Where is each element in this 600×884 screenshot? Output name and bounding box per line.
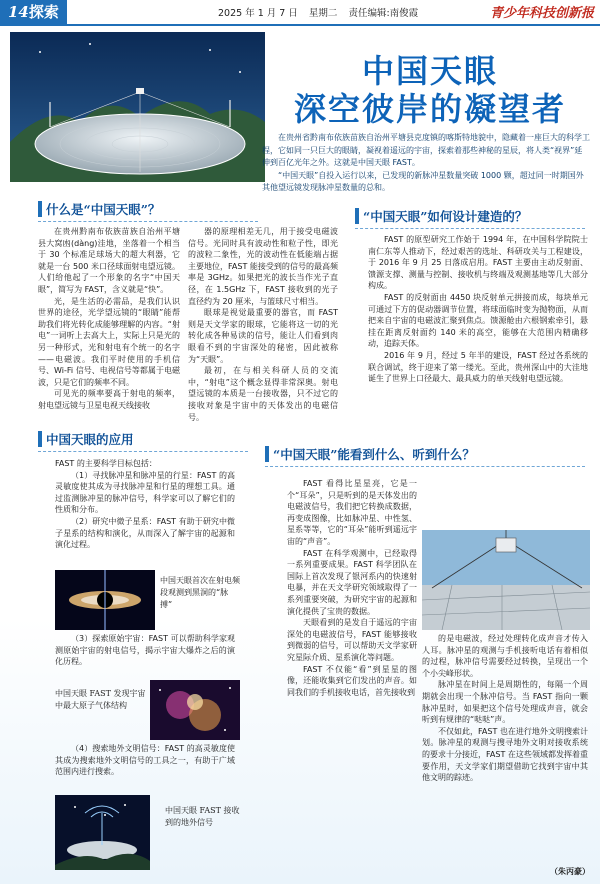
column-apps-3 xyxy=(55,743,235,789)
paragraph: FAST 的主要科学目标包括： xyxy=(55,459,157,468)
paragraph: 不仅如此，FAST 也在进行地外文明搜索计划。脉冲星的观测与搜寻地外文明对接收系统的要求十分接近，FAST 在这些领域都发挥着重要作用，天文学家们期望借助它找到宇宙中其他文明的踪迹。 xyxy=(422,726,588,783)
paragraph: FAST 不仅能“看”到星星的图像，还能收集到它们发出的声音。如同我们的手机接收电话，首先接收到 xyxy=(287,664,417,697)
article-headline xyxy=(270,52,590,128)
column-what-a xyxy=(38,226,180,416)
section-title-see: “中国天眼”能看到什么、听到什么？ xyxy=(273,447,475,462)
paragraph: 在贵州黔南布依族苗族自治州平塘县大窝凼(dàng)洼地，坐落着一个相当于 30 个标准足球场大的超大利器，它就是一台 500 米口径球面射电望远镜。人们给他起了一个形象的名字“中国天眼”，简写为 FAST，含义就是“快”。 xyxy=(38,227,180,294)
paragraph: 最初，在与相关科研人员的交流中，“射电”这个概念显得非常深奥。射电望远镜的本质是一台接收器，只不过它的接收对象是宇宙中的天体发出的电磁信号。 xyxy=(188,366,338,422)
column-see-a xyxy=(287,478,417,858)
caption-fig3: 中国天眼 FAST 接收到的地外信号 xyxy=(165,806,240,827)
page-header xyxy=(0,0,600,26)
section-title-how: “中国天眼”如何设计建造的？ xyxy=(363,209,528,224)
paragraph: 光，是生活的必需品，是我们认识世界的途径，光学望远镜的“眼睛”能帮助我们将光转化成能够理解的内容。“射电”一词听上去高大上，实际上只是光的另一种形式，光和射电有个统一的名字——电磁波。我们平时使用的手机信号、Wi-Fi 信号、电视信号等都属于电磁波，只是它们的频率不同。 xyxy=(38,296,180,387)
section-header-how xyxy=(355,207,527,225)
author-credit: （朱丙豪） xyxy=(550,867,590,876)
paragraph: 2016 年 9 月，经过 5 年半的建设，FAST 经过各系统的联合调试，终于迎来了第一缕光。至此，贵州深山中的大洼地诞生了世界上口径最大、最具威力的单天线射电望远镜。 xyxy=(368,350,588,384)
paragraph: FAST 看得比星星亮，它是一个“耳朵”，只是听到的是天体发出的电磁波信号，我们把它转换成数据，再变成图像，比如脉冲星、中性氢、星系等等，它的“耳朵”能听到遥远宇宙的“声音”。 xyxy=(287,479,417,546)
section-divider xyxy=(265,466,585,467)
section-bar xyxy=(38,201,42,217)
fast-telescope-photo xyxy=(10,32,265,182)
section-divider xyxy=(38,451,248,452)
page-number: 14 xyxy=(8,3,29,21)
receiver-cabin-photo xyxy=(422,530,590,630)
paragraph: （4）搜索地外文明信号：FAST 的高灵敏度使其成为搜索地外文明信号的工具之一，有助于广域范围内进行搜索。 xyxy=(55,744,235,777)
section-name: 探索 xyxy=(28,3,59,21)
black-hole-image xyxy=(55,570,155,630)
column-how xyxy=(368,234,588,424)
intro-paragraph-1: 在贵州省黔南布依族苗族自治州平塘县克度镇的喀斯特地貌中，隐藏着一座巨大的科学工程，它如同一只巨大的眼睛，凝视着遥远的宇宙，探索着那些神秘的星辰，将人类“视界”延伸到百亿光年之外。这就是中国天眼 FAST。 xyxy=(262,133,590,167)
issue-weekday: 星期二 xyxy=(308,8,338,19)
paragraph: FAST 的原型研究工作始于 1994 年，在中国科学院院士南仁东等人推动下，经过艰苦的选址、科研攻关与工程建设，于 2016 年 9 月 25 日落成启用。FAST 主要由主动反射面、馈源支撑、测量与控制、接收机与终端及观测基地等几大部分构成。 xyxy=(368,235,588,291)
paragraph: FAST 的反射面由 4450 块反射单元拼接而成，每块单元可通过下方的促动器调节位置，将球面临时变为抛物面，从而把来自宇宙的电磁波汇聚到焦点。馈源舱由六根钢索牵引，悬挂在距离反射面约 140 米的高空，能够在大范围内精确移动，追踪天体。 xyxy=(368,292,588,349)
article-intro xyxy=(262,132,590,195)
section-bar xyxy=(265,446,269,462)
headline-line-1: 中国天眼 xyxy=(361,52,498,90)
intro-paragraph-2: “中国天眼”自投入运行以来，已发现的新脉冲星数量突破 1000 颗，超过同一时期国外其他望远镜发现脉冲星数量的总和。 xyxy=(262,170,584,192)
paragraph: 脉冲星在时间上是周期性的，每隔一个周期就会出现一个脉冲信号。当 FAST 指向一颗脉冲星时，如果把这个信号处理成声音，就会听到有规律的“哒哒”声。 xyxy=(422,680,588,725)
header-meta xyxy=(218,5,426,19)
issue-date: 2025 年 1 月 7 日 xyxy=(218,8,298,19)
headline-line-2: 深空彼岸的凝望者 xyxy=(293,90,566,128)
paragraph: （2）研究中微子星系：FAST 有助于研究中微子星系的结构和演化，从而深入了解宇宙的起源和演化过程。 xyxy=(55,516,235,550)
section-bar xyxy=(355,208,359,224)
editor-credit: 责任编辑:南俊霞 xyxy=(348,8,419,19)
section-header-see xyxy=(265,445,475,463)
paragraph: （1）寻找脉冲星和脉冲星的行星：FAST 的高灵敏度使其成为寻找脉冲星和行星的理想工具。通过监测脉冲星的脉冲信号，科学家可以了解它们的性质和分布。 xyxy=(55,470,235,515)
newspaper-brand: 青少年科技创新报 xyxy=(489,6,594,21)
column-apps xyxy=(55,458,235,568)
paragraph: 天眼看到的是发自于遥远的宇宙深处的电磁波信号，FAST 能够接收到微弱的信号，可以帮助天文学家研究星际介质、星系演化等问题。 xyxy=(287,618,417,662)
section-divider xyxy=(38,221,258,222)
column-see-b xyxy=(422,633,588,863)
column-apps-2 xyxy=(55,633,235,679)
caption-fig1: 中国天眼首次在射电频段观测到黑洞的“脉搏” xyxy=(160,576,240,609)
section-header-what xyxy=(38,200,160,218)
section-title-apps: 中国天眼的应用 xyxy=(46,432,134,447)
paragraph: FAST 在科学观测中，已经取得一系列重要成果。FAST 科学团队在国际上首次发现了银河系内的快速射电暴，并在天文学研究领域取得了一系列重要突破，为研究宇宙的起源和演化提供了宝贵的数据。 xyxy=(287,548,417,616)
section-divider xyxy=(355,228,585,229)
section-title-what: 什么是“中国天眼”？ xyxy=(46,202,161,217)
section-bar xyxy=(38,431,42,447)
caption-fig2: 中国天眼 FAST 发现宇宙中最大原子气体结构 xyxy=(55,689,146,710)
paragraph: 可见光的频率要高于射电的频率，射电望远镜与卫星电视天线接收 xyxy=(38,389,180,410)
column-what-b xyxy=(188,226,338,422)
galaxy-gas-image xyxy=(150,680,240,740)
alien-signal-image xyxy=(55,795,150,870)
paragraph: （3）探索原始宇宙：FAST 可以帮助科学家观测原始宇宙的射电信号，揭示宇宙大爆炸之后的演化历程。 xyxy=(55,634,235,667)
paragraph: 眼球是视觉最重要的器官，而 FAST 则是天文学家的眼球，它能将这一切的光转化成各种易读的信号，能让人们看到肉眼看不到的宇宙深处的秘密，因此被称为“天眼”。 xyxy=(188,308,338,364)
paragraph: 器的原理相差无几，用于接受电磁波信号。光同时具有波动性和粒子性，即光的波粒二象性，光的波动性在低能端占据主要地位，FAST 能接受到的信号的最高频率是 3GHz。如果把光的波长当作光子直径，在 1.5GHz 下，FAST 接收到的光子直径约为 20 厘米，与篮球尺寸相当。 xyxy=(188,227,338,306)
paragraph: 的是电磁波，经过处理转化成声音才传入人耳。脉冲星的观测与手机接听电话有着相似的过程，脉冲信号需要经过转换，呈现出一个个小尖峰形状。 xyxy=(422,634,588,678)
section-header-apps xyxy=(38,430,134,448)
page-number-badge xyxy=(0,0,67,24)
